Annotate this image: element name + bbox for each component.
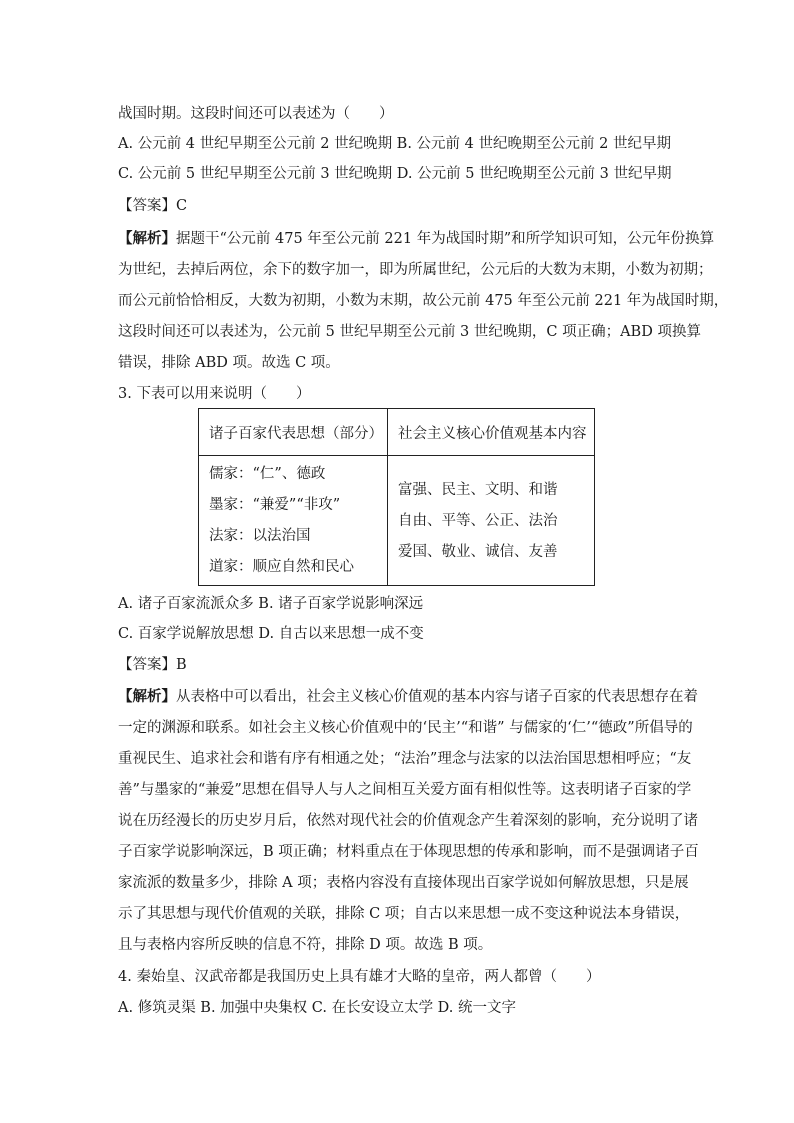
q3-analysis-line-3: 重视民生、追求社会和谐有序有相通之处；“法治”理念与法家的以法治国思想相呼应；“友 [118,751,692,767]
q2-analysis-line-5: 错误，排除 ABD 项。故选 C 项。 [118,355,340,371]
q2-options-ab: A. 公元前 4 世纪早期至公元前 2 世纪晚期 B. 公元前 4 世纪晚期至公元前 2 世纪早期 [118,136,671,152]
q3-stem: 3. 下表可以用来说明（ ） [118,386,311,402]
q2-analysis-line-3: 而公元前恰恰相反，大数为初期，小数为末期，故公元前 475 年至公元前 221 年为战国时期， [118,293,729,309]
q2-analysis-line-2: 为世纪，去掉后两位，余下的数字加一，即为所属世纪，公元后的大数为末期，小数为初期； [118,262,713,278]
table-cell-line: 爱国、敬业、诚信、友善 [398,544,558,560]
table-cell-line: 自由、平等、公正、法治 [398,513,558,529]
table-cell-line: 富强、民主、文明、和谐 [398,482,558,498]
q3-analysis-line-7: 家流派的数量多少，排除 A 项；表格内容没有直接体现出百家学说如何解放思想，只是展 [118,875,689,891]
table-header-left: 诸子百家代表思想（部分） [199,409,388,456]
q2-answer: 【答案】C [118,198,188,214]
q2-options-cd: C. 公元前 5 世纪早期至公元前 3 世纪晚期 D. 公元前 5 世纪晚期至公元前 3 世纪早期 [118,166,672,182]
table-body-row [199,456,595,586]
q3-answer: 【答案】B [118,657,187,673]
table-header-right: 社会主义核心价值观基本内容 [388,409,595,456]
q3-analysis-line-4: 善”与墨家的“兼爱”思想在倡导人与人之间相互关爱方面有相似性等。这表明诸子百家的学 [118,782,692,798]
q2-analysis-line-1 [118,229,715,249]
q2-stem-tail: 战国时期。这段时间还可以表述为（ ） [118,106,394,122]
table-cell-line: 儒家：“仁”、德政 [209,466,326,482]
q3-analysis-line-8: 示了其思想与现代价值观的关联，排除 C 项；自古以来思想一成不变这种说法本身错误， [118,906,690,922]
q4-options: A. 修筑灵渠 B. 加强中央集权 C. 在长安设立太学 D. 统一文字 [118,1000,517,1016]
table-cell-line: 法家：以法治国 [209,528,311,544]
table-cell-values [388,456,595,586]
analysis-label: 【解析】 [118,230,176,247]
analysis-text: 从表格中可以看出，社会主义核心价值观的基本内容与诸子百家的代表思想存在着 [176,689,698,705]
q4-stem: 4. 秦始皇、汉武帝都是我国历史上具有雄才大略的皇帝，两人都曾（ ） [118,969,601,985]
analysis-label: 【解析】 [118,688,176,705]
table-cell-line: 墨家：“兼爱”“非攻” [209,497,341,513]
q3-analysis-line-6: 子百家学说影响深远，B 项正确；材料重点在于体现思想的传承和影响，而不是强调诸子百 [118,844,699,860]
q3-analysis-line-5: 说在历经漫长的历史岁月后，依然对现代社会的价值观念产生着深刻的影响，充分说明了诸 [118,813,698,829]
analysis-text: 据题干“公元前 475 年至公元前 221 年为战国时期”和所学知识可知，公元年份换算 [176,231,715,247]
q3-analysis-line-2: 一定的渊源和联系。如社会主义核心价值观中的‘民主’“和谐” 与儒家的‘仁’“德政”所倡导的 [118,720,693,736]
q3-analysis-line-1 [118,687,698,707]
q3-options-cd: C. 百家学说解放思想 D. 自古以来思想一成不变 [118,626,424,642]
q3-options-ab: A. 诸子百家流派众多 B. 诸子百家学说影响深远 [118,596,424,612]
table-cell-line: 道家：顺应自然和民心 [209,559,354,575]
q2-analysis-line-4: 这段时间还可以表述为，公元前 5 世纪早期至公元前 3 世纪晚期，C 项正确；ABD 项换算 [118,324,701,340]
table-header-row [199,409,595,456]
q3-comparison-table [198,408,595,586]
table-cell-schools [199,456,388,586]
q3-analysis-line-9: 且与表格内容所反映的信息不符，排除 D 项。故选 B 项。 [118,937,493,953]
